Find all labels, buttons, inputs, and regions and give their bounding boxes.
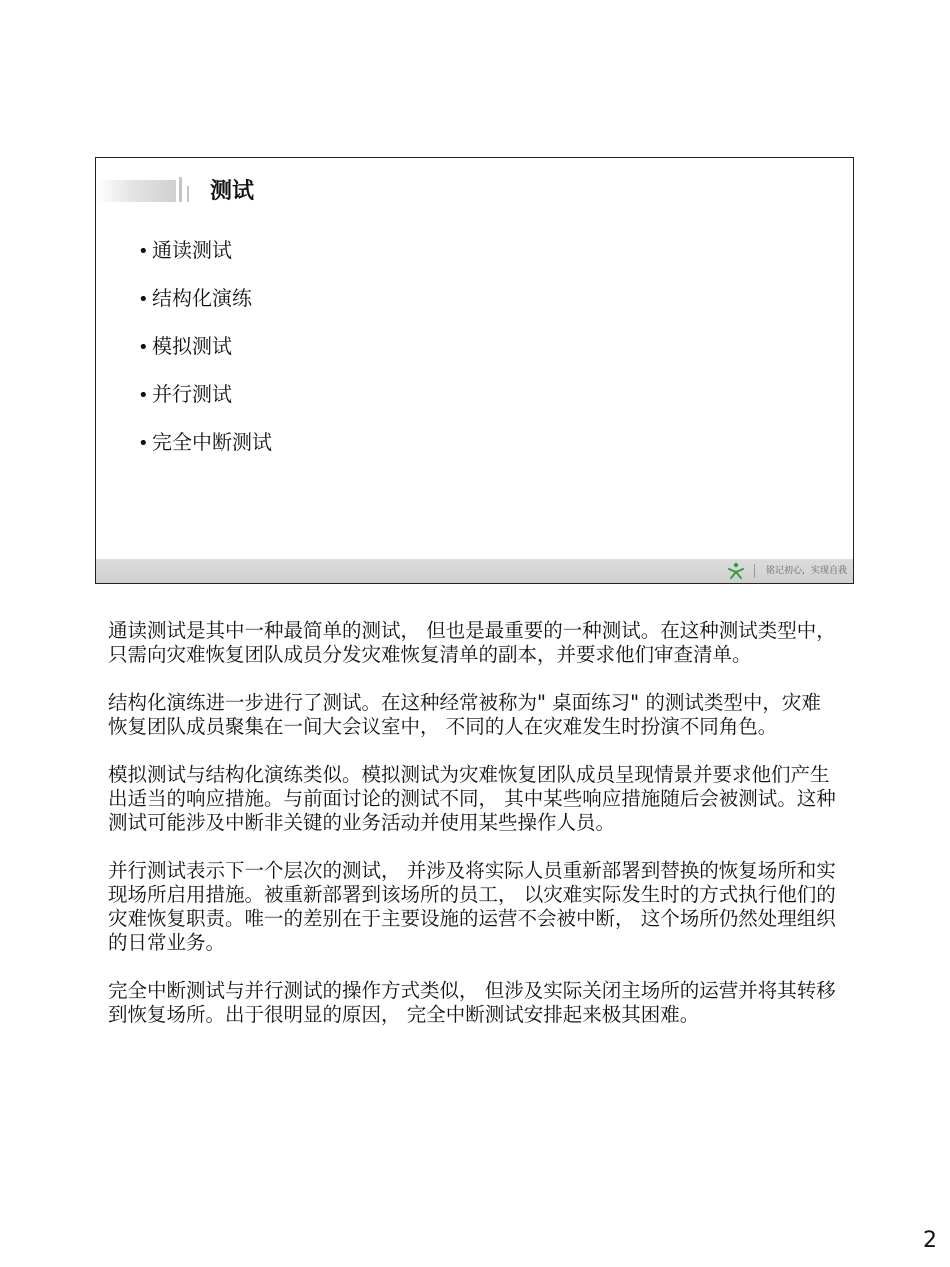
bullet-text: 通读测试 xyxy=(152,238,232,262)
bullet-dot: • xyxy=(138,433,149,454)
title-decoration-bar xyxy=(187,186,189,202)
footer-slogan: 铭记初心，实现自我 xyxy=(765,566,847,576)
footer-divider xyxy=(754,564,755,578)
bullet-text: 模拟测试 xyxy=(152,334,232,358)
bullet-text: 结构化演练 xyxy=(152,286,252,310)
slide-bullet-list xyxy=(138,238,272,478)
bullet-dot: • xyxy=(138,337,149,358)
notes-body xyxy=(108,619,838,1051)
title-decoration-gradient xyxy=(96,180,176,202)
bullet-item xyxy=(138,238,272,262)
notes-paragraph: 通读测试是其中一种最简单的测试， 但也是最重要的一种测试。在这种测试类型中， 只需向灾难恢复团队成员分发灾难恢复清单的副本，并要求他们审查清单。 xyxy=(108,619,836,666)
green-figure-logo-icon xyxy=(727,562,745,580)
bullet-item xyxy=(138,430,272,454)
bullet-item xyxy=(138,334,272,358)
notes-paragraph: 并行测试表示下一个层次的测试， 并涉及将实际人员重新部署到替换的恢复场所和实现场所启用措施。被重新部署到该场所的员工， 以灾难实际发生时的方式执行他们的灾难恢复职责。唯一的差别在于主要设施的运营不会被中断， 这个场所仍然处理组织的日常业务。 xyxy=(108,859,836,954)
bullet-text: 并行测试 xyxy=(152,382,232,406)
bullet-dot: • xyxy=(138,289,149,310)
notes-paragraph: 结构化演练进一步进行了测试。在这种经常被称为" 桌面练习" 的测试类型中，灾难恢复团队成员聚集在一间大会议室中， 不同的人在灾难发生时扮演不同角色。 xyxy=(108,691,821,738)
bullet-text: 完全中断测试 xyxy=(152,430,272,454)
slide-footer xyxy=(96,559,853,583)
slide-title: 测试 xyxy=(210,179,255,204)
bullet-item xyxy=(138,382,272,406)
bullet-dot: • xyxy=(138,385,149,406)
bullet-dot: • xyxy=(138,241,149,262)
notes-paragraph: 完全中断测试与并行测试的操作方式类似， 但涉及实际关闭主场所的运营并将其转移到恢复场所。出于很明显的原因， 完全中断测试安排起来极其困难。 xyxy=(108,979,836,1026)
title-decoration-bar xyxy=(179,177,182,202)
page-number: 2 xyxy=(923,1228,937,1253)
slide-frame xyxy=(95,157,854,584)
notes-paragraph: 模拟测试与结构化演练类似。模拟测试为灾难恢复团队成员呈现情景并要求他们产生出适当的响应措施。与前面讨论的测试不同， 其中某些响应措施随后会被测试。这种测试可能涉及中断非关键的业务活动并使用某些操作人员。 xyxy=(108,763,836,834)
bullet-item xyxy=(138,286,272,310)
